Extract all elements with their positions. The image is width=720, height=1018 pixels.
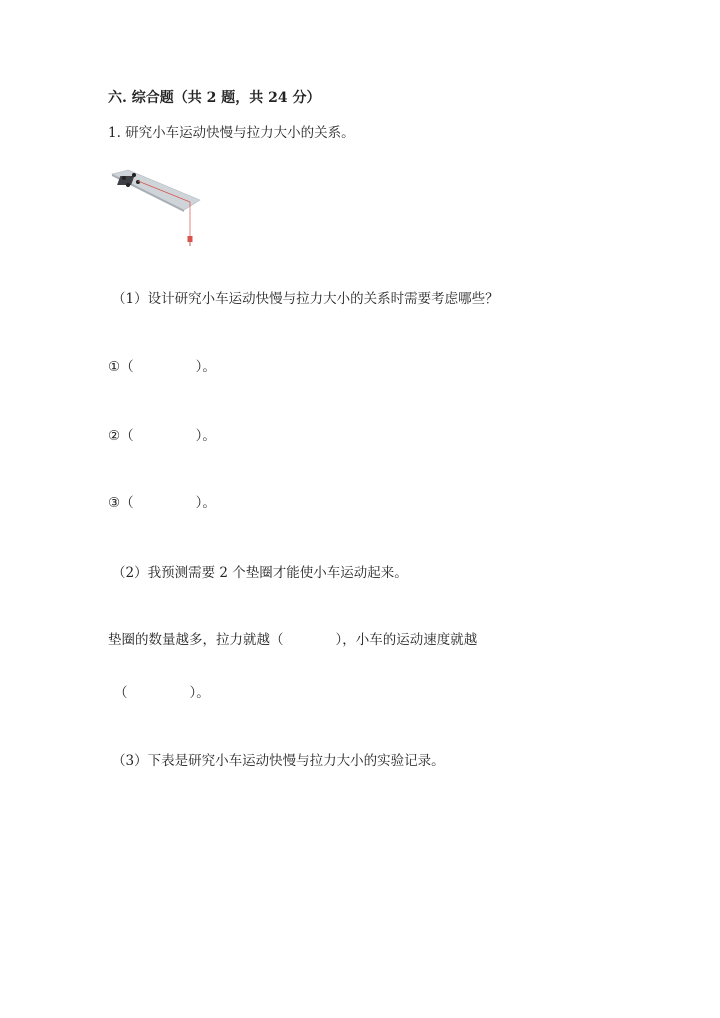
part-2-prompt-text: （2）我预测需要 2 个垫圈才能使小车运动起来。 [112, 565, 408, 581]
question-1-stem [108, 124, 355, 142]
part-2-prompt [112, 564, 408, 582]
cart-wheel [126, 183, 130, 187]
part-2-line2-close: ）。 [189, 685, 210, 701]
section-heading [108, 89, 320, 107]
answer-1-close: ）。 [195, 359, 216, 375]
answer-2-open: （ [120, 428, 134, 444]
cart-wheel [132, 173, 136, 177]
cart-wheel [122, 176, 126, 180]
part-2-sentence [108, 631, 477, 649]
answer-3 [108, 494, 216, 512]
part-2-line2-open: （ [114, 685, 128, 701]
cart-on-ramp-with-weight-icon [108, 166, 208, 256]
answer-3-open: （ [120, 495, 134, 511]
answer-2-marker: ② [108, 428, 121, 444]
answer-3-marker: ③ [108, 495, 121, 511]
part-2-sentence-line2 [114, 684, 210, 702]
part-2-sentence-mid: ），小车的运动速度就越 [335, 632, 478, 648]
question-1-stem-text: 1. 研究小车运动快慢与拉力大小的关系。 [108, 125, 355, 141]
answer-1-open: （ [120, 359, 134, 375]
cart-wheel [136, 180, 140, 184]
part-1-prompt [112, 290, 499, 308]
answer-2 [108, 427, 216, 445]
part-1-prompt-text: （1）设计研究小车运动快慢与拉力大小的关系时需要考虑哪些？ [112, 291, 499, 307]
answer-1-marker: ① [108, 359, 121, 375]
answer-2-close: ）。 [195, 428, 216, 444]
part-3-prompt [112, 752, 445, 770]
part-3-prompt-text: （3）下表是研究小车运动快慢与拉力大小的实验记录。 [112, 753, 445, 769]
answer-1 [108, 358, 216, 376]
section-title: 六. 综合题（共 2 题，共 24 分） [108, 90, 321, 106]
part-2-sentence-start: 垫圈的数量越多，拉力就越（ [108, 632, 284, 648]
washer-weight [188, 236, 193, 242]
answer-3-close: ）。 [195, 495, 216, 511]
